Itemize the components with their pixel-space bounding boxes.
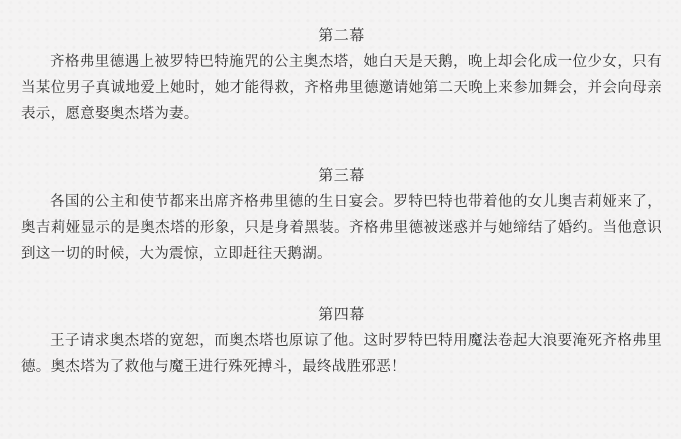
act-three-paragraph: 各国的公主和使节都来出席齐格弗里德的生日宴会。罗特巴特也带着他的女儿奥吉莉娅来了，奥吉莉娅显示的是奥杰塔的形象，只是身着黑装。齐格弗里德被迷惑并与她缔结了婚约。当他意识到这一切的时候，大为震惊，立即赶往天鹅湖。 xyxy=(21,194,662,262)
act-two-section xyxy=(21,25,662,127)
act-two-paragraph: 齐格弗里德遇上被罗特巴特施咒的公主奥杰塔，她白天是天鹅，晚上却会化成一位少女，只有当某位男子真诚地爱上她时，她才能得救，齐格弗里德邀请她第二天晚上来参加舞会，并会向母亲表示，愿意娶奥杰塔为妻。 xyxy=(21,54,662,122)
act-four-title: 第四幕 xyxy=(318,305,365,323)
act-three-title: 第三幕 xyxy=(318,166,365,184)
act-two-title: 第二幕 xyxy=(318,26,365,44)
act-four-section xyxy=(21,304,662,380)
act-four-paragraph: 王子请求奥杰塔的宽恕，而奥杰塔也原谅了他。这时罗特巴特用魔法卷起大浪要淹死齐格弗里德。奥杰塔为了救他与魔王进行殊死搏斗，最终战胜邪恶！ xyxy=(21,333,662,375)
act-three-section xyxy=(21,165,662,267)
